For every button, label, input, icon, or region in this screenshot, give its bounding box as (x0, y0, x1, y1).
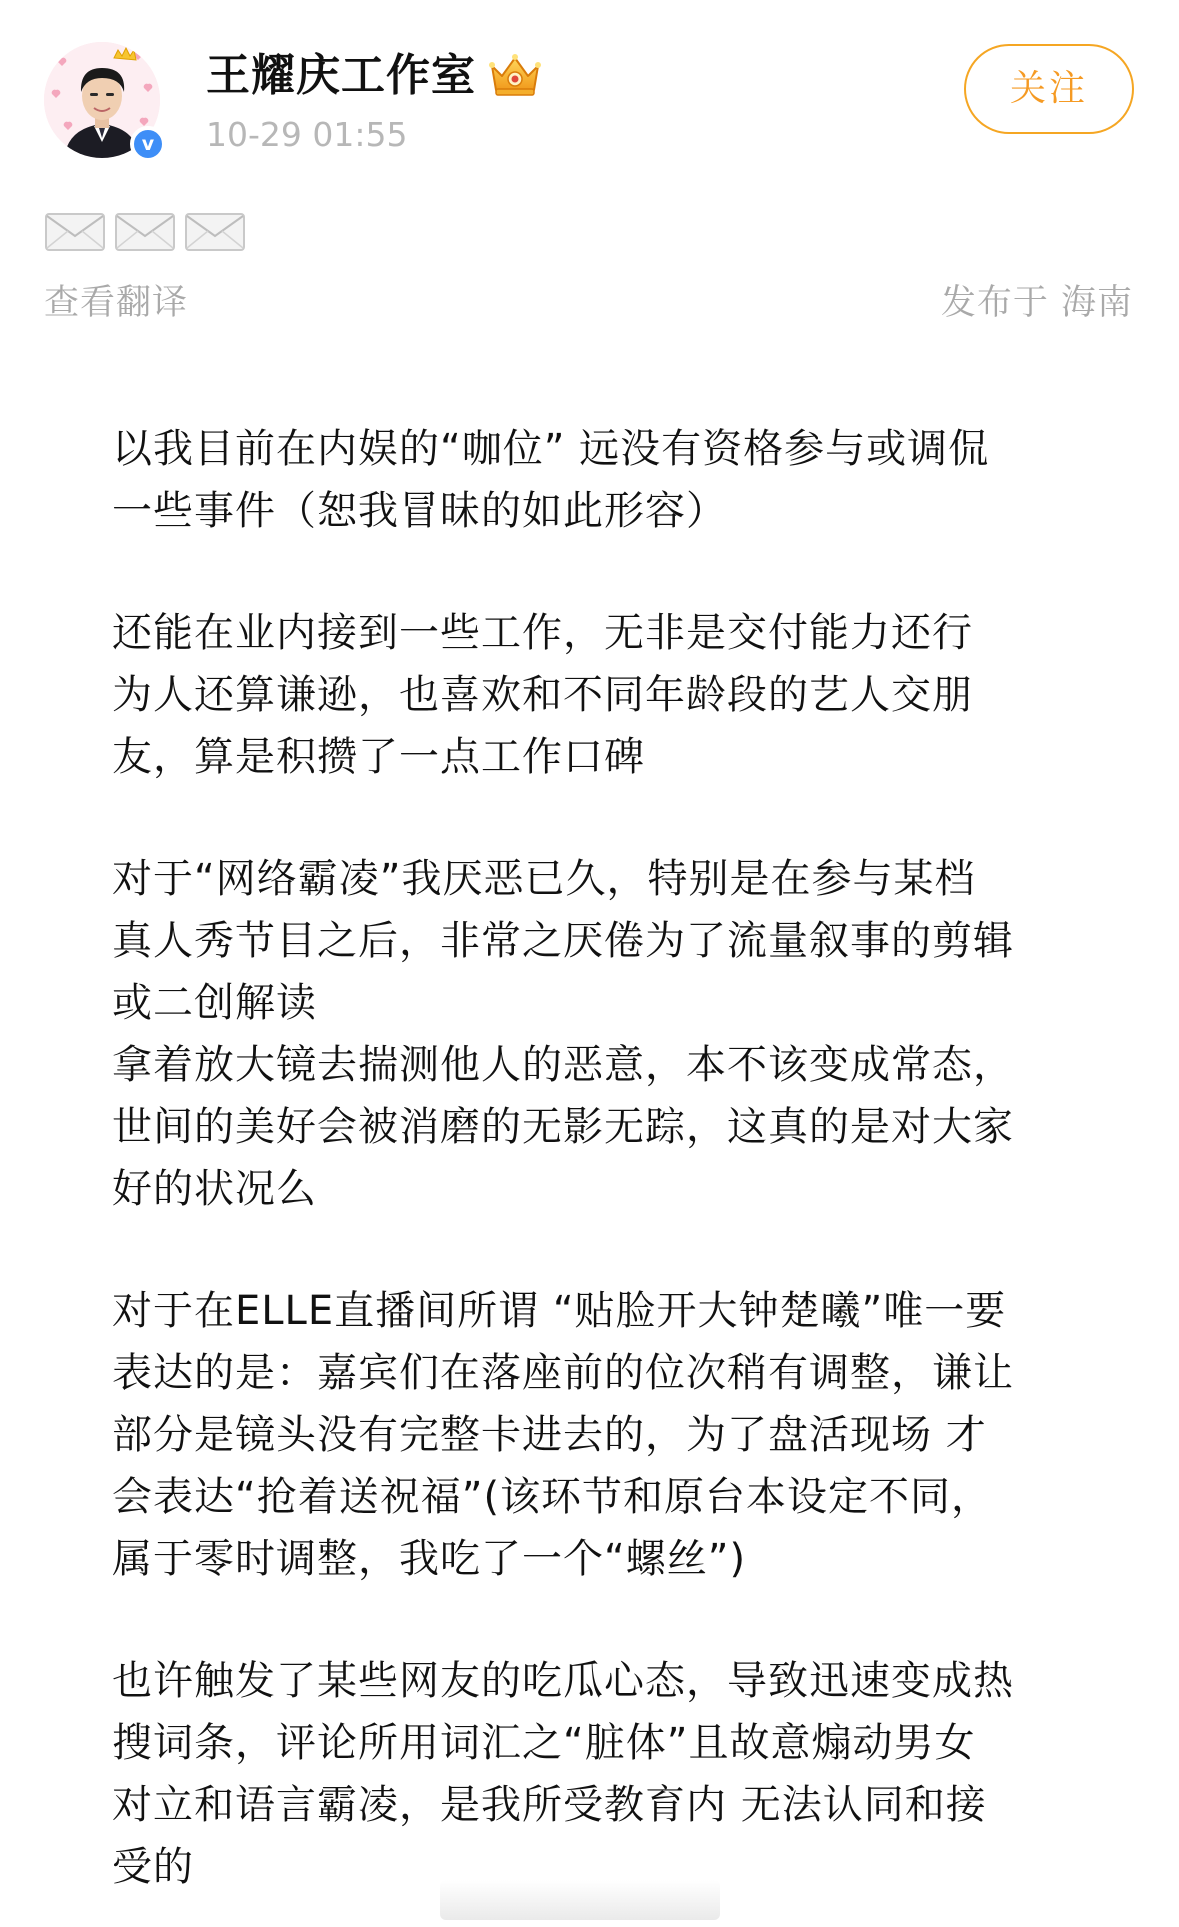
statement-line: 也许触发了某些网友的吃瓜心态，导致迅速变成热 (112, 1658, 1014, 1704)
avatar[interactable] (44, 42, 160, 158)
envelope-icon (44, 210, 106, 254)
statement-line: 属于零时调整，我吃了一个“螺丝”) (112, 1536, 747, 1582)
statement-line: 对立和语言霸凌，是我所受教育内 无法认同和接 (112, 1782, 987, 1828)
statement-line: 友，算是积攒了一点工作口碑 (112, 734, 645, 780)
statement-line: 好的状况么 (112, 1166, 317, 1212)
statement-line: 世间的美好会被消磨的无影无踪，这真的是对大家 (112, 1104, 1014, 1150)
statement-line: 表达的是：嘉宾们在落座前的位次稍有调整，谦让 (112, 1350, 1014, 1396)
envelope-icon (114, 210, 176, 254)
post-location: 发布于 海南 (940, 283, 1133, 323)
statement-paragraph (112, 418, 1072, 542)
verified-badge-icon: v (130, 126, 166, 162)
statement-line: 一些事件（恕我冒昧的如此形容） (112, 488, 727, 534)
statement-paragraph (112, 1280, 1072, 1590)
statement-line: 拿着放大镜去揣测他人的恶意，本不该变成常态， (112, 1042, 1014, 1088)
post-timestamp: 10-29 01:55 (206, 115, 408, 154)
statement-line: 会表达“抢着送祝福”(该环节和原台本设定不同， (112, 1474, 993, 1520)
statement-line: 对于“网络霸凌”我厌恶已久，特别是在参与某档 (112, 856, 976, 902)
statement-paragraph (112, 1650, 1072, 1898)
envelope-icon (184, 210, 246, 254)
statement-paragraph (112, 602, 1072, 788)
statement-line: 以我目前在内娱的“咖位” 远没有资格参与或调侃 (112, 426, 990, 472)
statement-line: 或二创解读 (112, 980, 317, 1026)
statement-line: 为人还算谦逊，也喜欢和不同年龄段的艺人交朋 (112, 672, 973, 718)
statement-line: 搜词条，评论所用词汇之“脏体”且故意煽动男女 (112, 1720, 976, 1766)
post-header (0, 0, 1179, 200)
statement-line: 还能在业内接到一些工作，无非是交付能力还行 (112, 610, 973, 656)
statement-line: 对于在ELLE直播间所谓 “贴脸开大钟楚曦”唯一要 (112, 1288, 1007, 1334)
statement-line: 部分是镜头没有完整卡进去的，为了盘活现场 才 (112, 1412, 987, 1458)
view-translation-link[interactable]: 查看翻译 (44, 283, 189, 323)
statement-line: 真人秀节目之后，非常之厌倦为了流量叙事的剪辑 (112, 918, 1014, 964)
crown-icon (488, 52, 542, 98)
image-bottom-fade (440, 1880, 720, 1920)
statement-line: 受的 (112, 1844, 194, 1890)
username[interactable]: 王耀庆工作室 (206, 50, 476, 101)
follow-button[interactable]: 关注 (964, 44, 1134, 134)
statement-paragraph (112, 848, 1072, 1220)
statement-image[interactable] (112, 418, 1072, 1898)
envelope-emoji-row (44, 210, 246, 256)
